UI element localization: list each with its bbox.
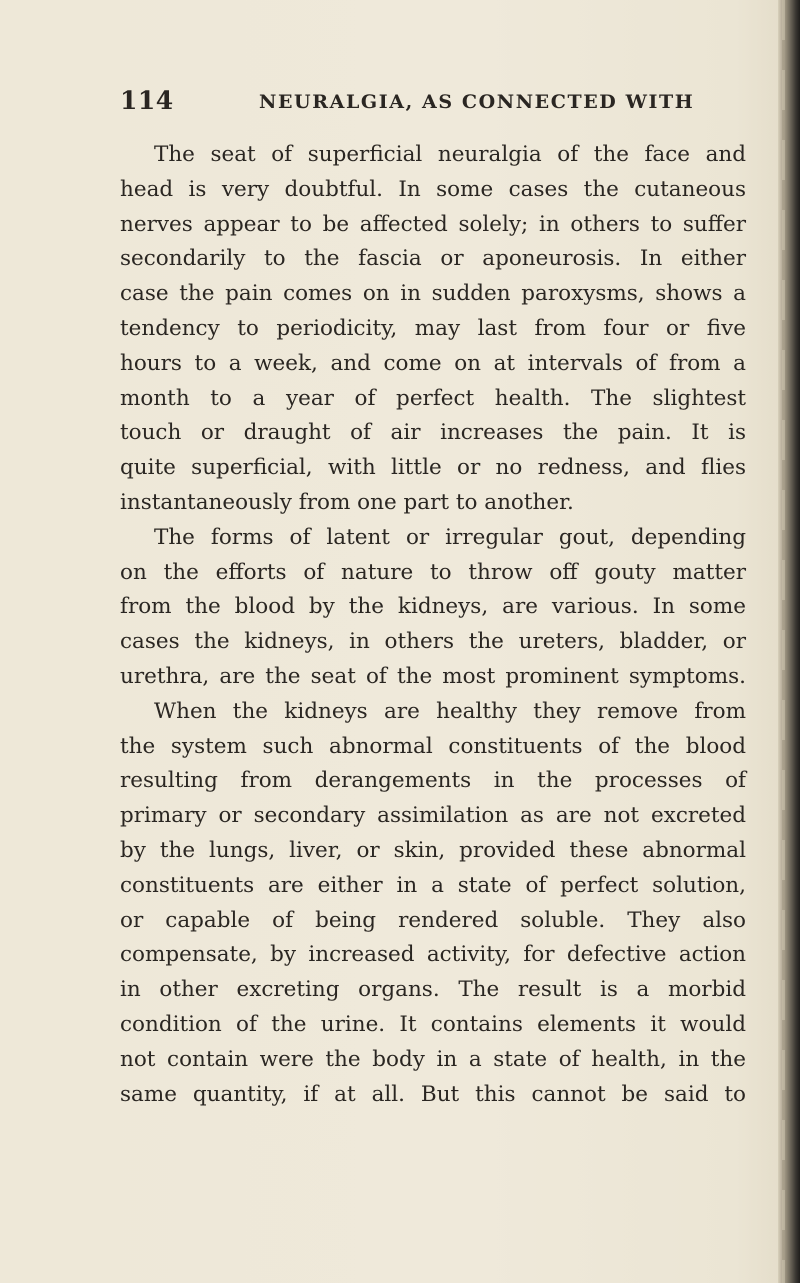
- text-line: urethra, are the seat of the most prominent symptoms.: [120, 663, 746, 689]
- text-line: by the lungs, liver, or skin, provided these abnormal: [120, 837, 746, 863]
- text-line: The forms of latent or irregular gout, depending: [154, 524, 746, 550]
- text-line: the system such abnormal constituents of the blood: [120, 733, 746, 759]
- book-binding-edge: [778, 0, 800, 1283]
- text-line: primary or secondary assimilation as are not excreted: [120, 803, 746, 829]
- text-line: on the efforts of nature to throw off gouty matter: [120, 559, 746, 585]
- text-line: cases the kidneys, in others the ureters, bladder, or: [120, 629, 746, 655]
- text-line: constituents are either in a state of perfect solution,: [120, 872, 746, 898]
- body-text: [120, 138, 746, 1112]
- page-number: 114: [120, 86, 174, 115]
- text-line: tendency to periodicity, may last from four or five: [120, 315, 746, 341]
- text-line: When the kidneys are healthy they remove from: [154, 698, 746, 724]
- text-line: secondarily to the fascia or aponeurosis. In either: [120, 246, 746, 272]
- text-line: condition of the urine. It contains elements it would: [120, 1011, 746, 1037]
- text-line: nerves appear to be affected solely; in others to suffer: [120, 211, 746, 237]
- text-line: compensate, by increased activity, for defective action: [120, 942, 746, 968]
- text-line: quite superficial, with little or no redness, and flies: [120, 455, 746, 481]
- text-line: or capable of being rendered soluble. They also: [120, 907, 746, 933]
- text-line: head is very doubtful. In some cases the cutaneous: [120, 176, 746, 202]
- text-line: same quantity, if at all. But this cannot be said to: [120, 1081, 746, 1107]
- text-line: instantaneously from one part to another.: [120, 489, 574, 515]
- text-line: case the pain comes on in sudden paroxysms, shows a: [120, 281, 746, 307]
- text-line: not contain were the body in a state of health, in the: [120, 1046, 746, 1072]
- text-line: in other excreting organs. The result is a morbid: [120, 977, 746, 1003]
- text-line: touch or draught of air increases the pain. It is: [120, 420, 746, 446]
- running-head: [120, 86, 740, 126]
- text-line: month to a year of perfect health. The slightest: [120, 385, 746, 411]
- text-line: hours to a week, and come on at intervals of from a: [120, 350, 746, 376]
- text-line: The seat of superficial neuralgia of the face and: [154, 142, 746, 167]
- text-line: from the blood by the kidneys, are various. In some: [120, 594, 746, 620]
- running-head-title: NEURALGIA, AS CONNECTED WITH: [259, 91, 695, 113]
- text-line: resulting from derangements in the processes of: [120, 768, 746, 794]
